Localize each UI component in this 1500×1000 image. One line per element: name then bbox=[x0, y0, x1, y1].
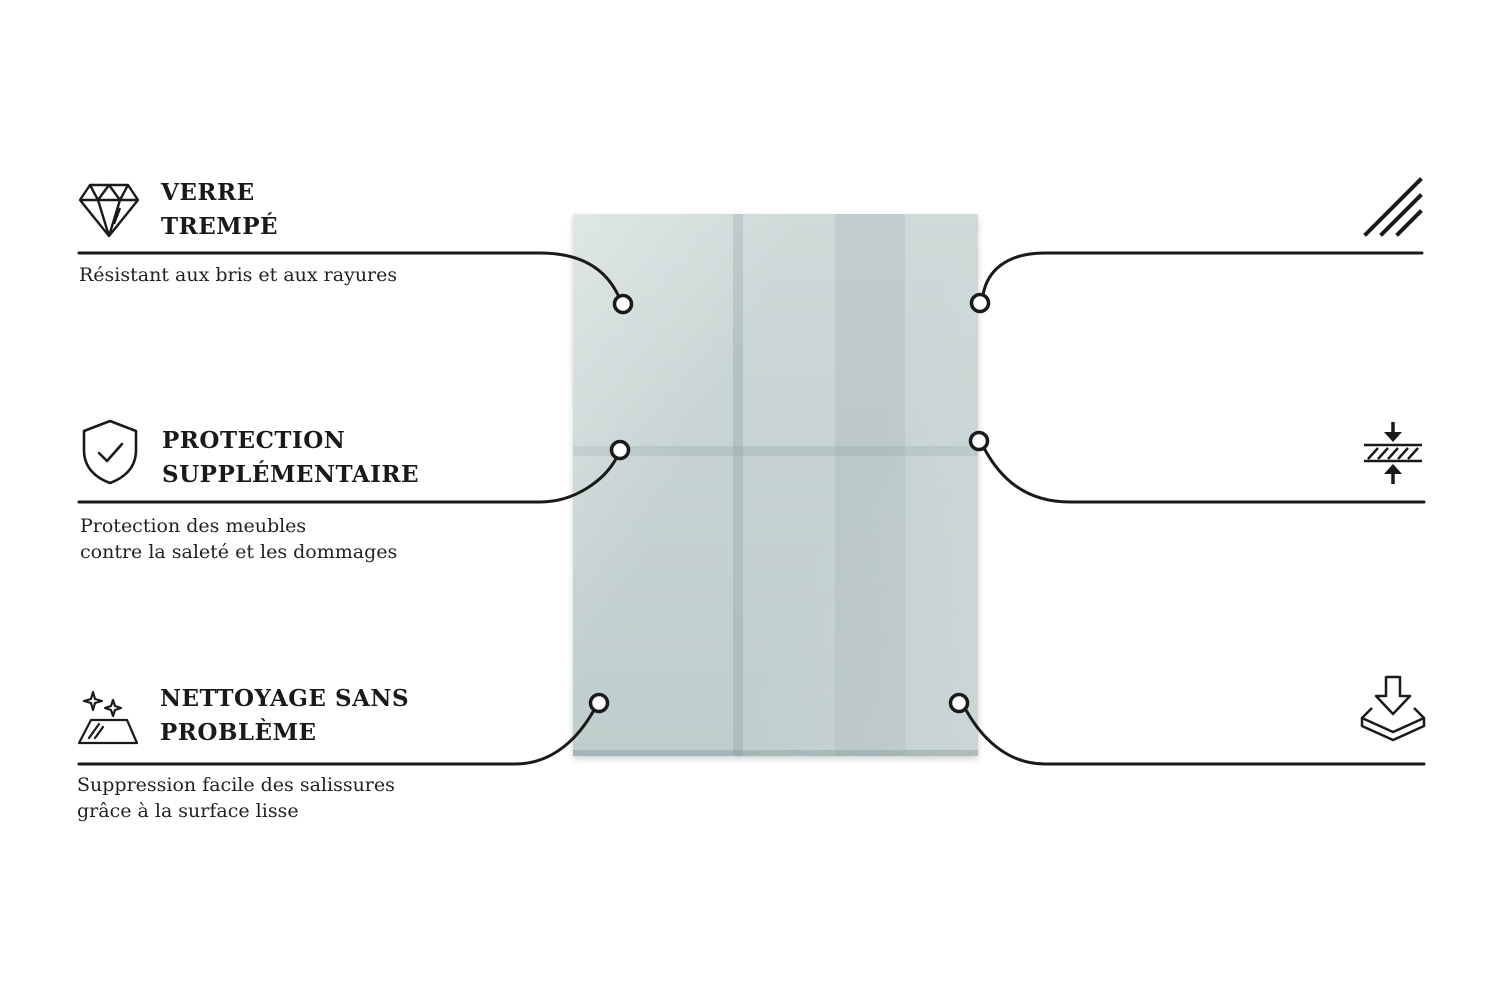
connector-pads bbox=[966, 710, 1424, 764]
anchor-edges bbox=[972, 295, 989, 312]
diamond-icon bbox=[78, 178, 140, 240]
anchor-pads bbox=[951, 695, 968, 712]
anchor-thickness bbox=[971, 433, 988, 450]
connector-thickness bbox=[984, 448, 1424, 502]
diagonal-lines-icon bbox=[1362, 176, 1424, 238]
feature-description: Résistant aux bris et aux rayures bbox=[79, 264, 398, 286]
sparkle-surface-icon bbox=[77, 688, 139, 746]
anchor-cleaning bbox=[591, 695, 608, 712]
feature-description: Suppression facile des salissures grâce à la surface lisse bbox=[77, 774, 395, 822]
feature-title: PROTECTION SUPPLÉMENTAIRE bbox=[162, 427, 420, 488]
connector-edges bbox=[983, 253, 1422, 295]
feature-title: VERRE TREMPÉ bbox=[161, 179, 279, 240]
anchor-protection bbox=[612, 442, 629, 459]
feature-title: NETTOYAGE SANS PROBLÈME bbox=[160, 685, 410, 746]
thickness-arrows-icon bbox=[1362, 420, 1424, 486]
shield-check-icon bbox=[80, 418, 140, 486]
download-layers-icon bbox=[1360, 674, 1426, 746]
feature-description: Protection des meubles contre la saleté et les dommages bbox=[80, 515, 398, 563]
anchor-tempered bbox=[615, 296, 632, 313]
